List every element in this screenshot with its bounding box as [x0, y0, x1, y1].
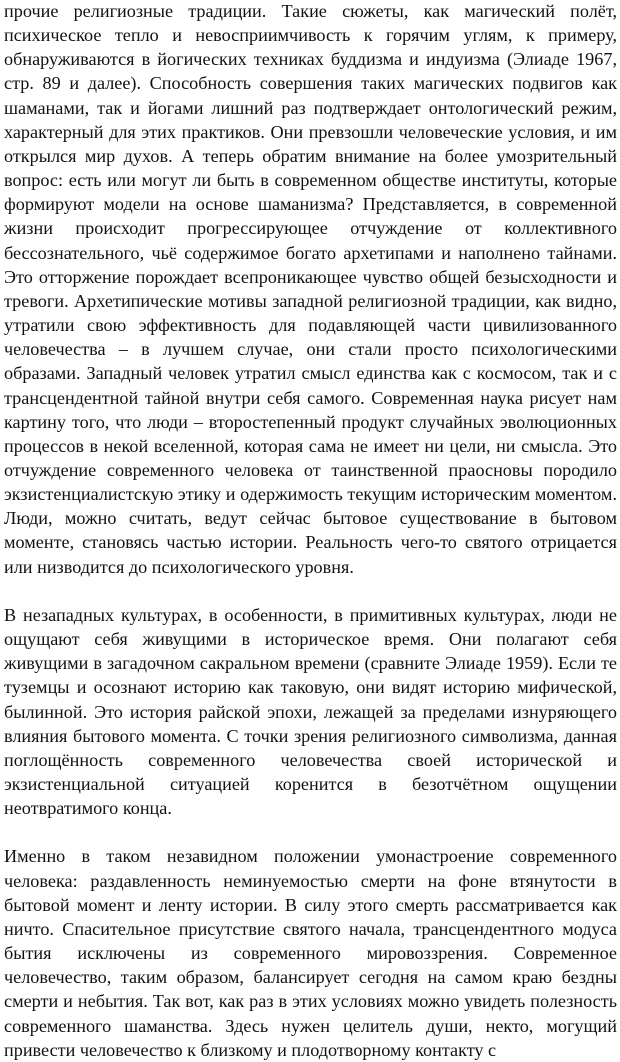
document-page — [4, 0, 617, 1062]
paragraph-1: прочие религиозные традиции. Такие сюжеты, как магический полёт, психическое тепло и невосприимчивость к горячим углям, к примеру, обнаруживаются в йогических техниках буддизма и индуизма (Элиаде 1967, стр. 89 и далее). Способность совершения таких магических подвигов как шаманами, так и йогами лишний раз подтверждает онтологический режим, характерный для этих практиков. Они превзошли человеческие условия, и им открылся мир духов. А теперь обратим внимание на более умозрительный вопрос: есть или могут ли быть в современном обществе институты, которые формируют модели на основе шаманизма? Представляется, в современной жизни происходит прогрессирующее отчуждение от коллективного бессознательного, чьё содержимое богато архетипами и наполнено тайнами. Это отторжение порождает всепроникающее чувство общей безысходности и тревоги. Архетипические мотивы западной религиозной традиции, как видно, утратили свою эффективность для подавляющей части цивилизованного человечества – в лучшем случае, они стали просто психологическими образами. Западный человек утратил смысл единства как с космосом, так и с трансцендентной тайной внутри себя самого. Современная наука рисует нам картину того, что люди – второстепенный продукт случайных эволюционных процессов в некой вселенной, которая сама не имеет ни цели, ни смысла. Это отчуждение современного человека от таинственной праосновы породило экзистенциалистскую этику и одержимость текущим историческим моментом. Люди, можно считать, ведут сейчас бытовое существование в бытовом моменте, становясь частью истории. Реальность чего-то святого отрицается или низводится до психологического уровня. — [4, 1, 617, 577]
paragraph-3: Именно в таком незавидном положении умонастроение современного человека: раздавленность неминуемостью смерти на фоне втянутости в бытовой момент и ленту истории. В силу этого смерть рассматривается как ничто. Спасительное присутствие святого начала, трансцендентного модуса бытия исключены из современного мировоззрения. Современное человечество, таким образом, балансирует сегодня на самом краю бездны смерти и небытия. Так вот, как раз в этих условиях можно увидеть полезность современного шаманства. Здесь нужен целитель души, некто, могущий привести человечество к близкому и плодотворному контакту с — [4, 846, 617, 1060]
paragraph-gap — [4, 579, 617, 603]
paragraph-2: В незападных культурах, в особенности, в примитивных культурах, люди не ощущают себя живущими в историческое время. Они полагают себя живущими в загадочном сакральном времени (сравните Элиаде 1959). Если те туземцы и осознают историю как таковую, они видят историю мифической, былинной. Это история райской эпохи, лежащей за пределами изнуряющего влияния бытового момента. С точки зрения религиозного символизма, данная поглощённость современного человечества своей исторической и экзистенциальной ситуацией коренится в безотчётном ощущении неотвратимого конца. — [4, 604, 617, 819]
paragraph-gap — [4, 820, 617, 844]
